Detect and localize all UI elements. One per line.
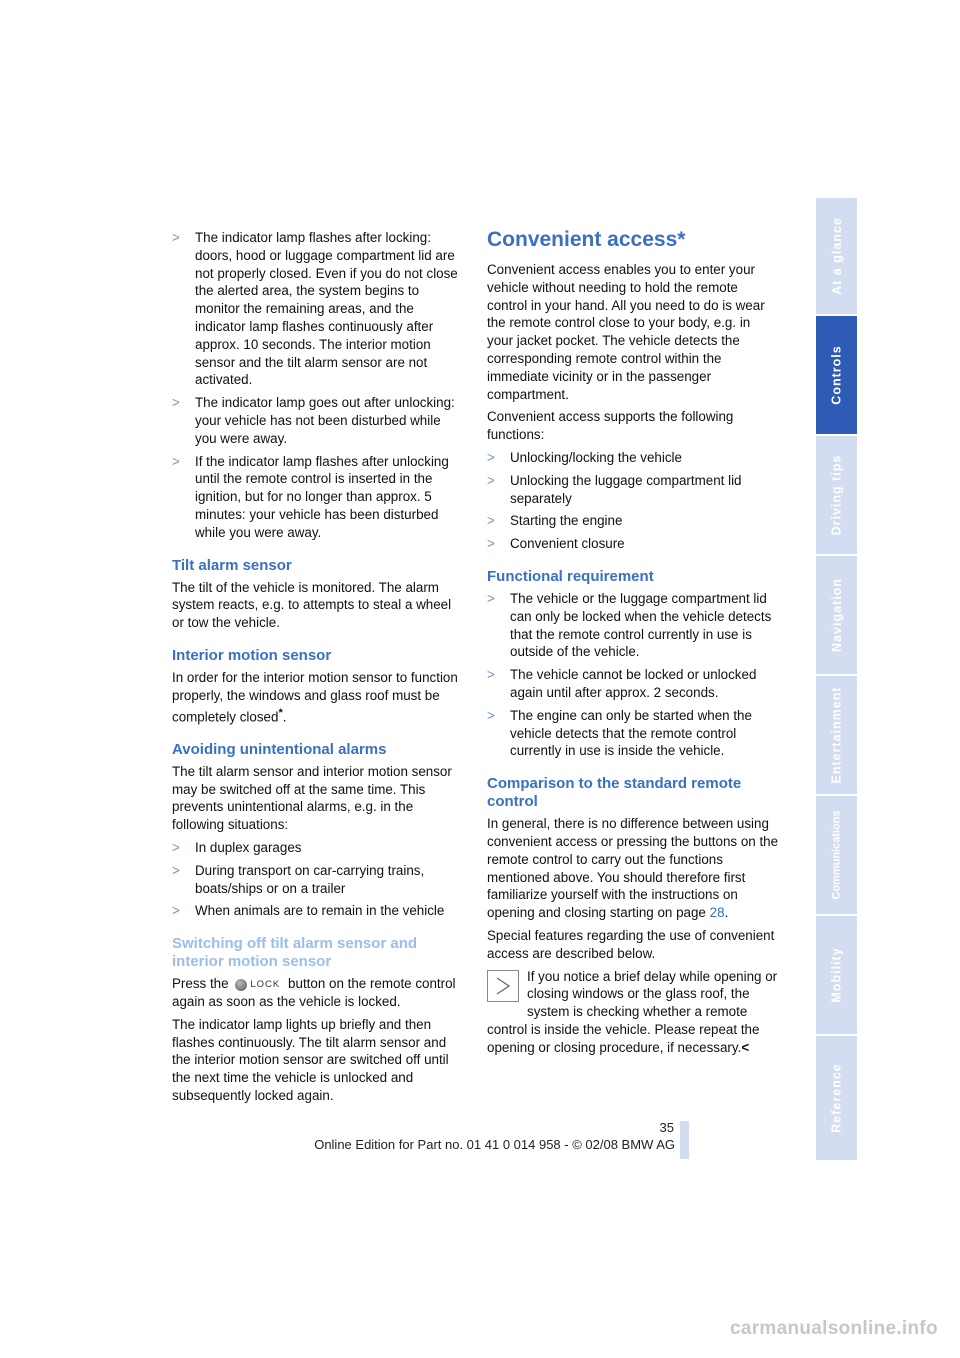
list-item: > The indicator lamp goes out after unlocking: your vehicle has not been disturbed while you were away. — [172, 395, 455, 446]
lock-button-icon: LOCK — [233, 978, 283, 992]
list-item: > The engine can only be started when the vehicle detects that the remote control currently in use is inside the vehicle. — [487, 707, 752, 759]
tab-at-a-glance[interactable]: At a glance — [816, 198, 857, 314]
optional-asterisk: * — [278, 706, 283, 719]
tab-entertainment[interactable]: Entertainment — [816, 676, 857, 794]
interior-motion-text: In order for the interior motion sensor to function properly, the windows and glass roof must be completely closed*. — [172, 669, 458, 724]
list-item: > If the indicator lamp flashes after unlocking until the remote control is inserted in the ignition, but for no longer than approx. 5 minutes: your vehicle has been disturbed while you were away. — [172, 453, 449, 540]
list-item: > The vehicle cannot be locked or unlocked again until after approx. 2 seconds. — [487, 667, 757, 700]
tab-driving-tips[interactable]: Driving tips — [816, 436, 857, 554]
list-item: > The indicator lamp flashes after locking: doors, hood or luggage compartment lid are not properly closed. Even if you do not close the alerted area, the system begins to monitor the remaining areas, and the indicator lamp flashes continuously after approx. 10 seconds. The interior motion sensor and the tilt alarm sensor are not activated. — [172, 230, 458, 388]
switch-off-text-2: The indicator lamp lights up briefly and then flashes continuously. The tilt alarm sensor and the interior motion sensor are switched off until the next time the vehicle is unlocked and subsequently locked again. — [172, 1016, 449, 1103]
edition-text: Online Edition for Part no. 01 41 0 014 958 - © 02/08 BMW AG — [314, 1137, 675, 1152]
bullet-marker: > — [487, 472, 495, 488]
list-item: > Unlocking/locking the vehicle — [487, 449, 682, 465]
tab-navigation[interactable]: Navigation — [816, 556, 857, 674]
comparison-text: In general, there is no difference between using convenient access or pressing the buttons on the remote control to carry out the functions mentioned above. You should therefore first familiarize yourself with the instructions on opening and closing starting on page 28. — [487, 816, 779, 921]
list-item: > In duplex garages — [172, 839, 302, 855]
note-end-marker: < — [741, 1039, 750, 1055]
supports-text: Convenient access supports the following functions: — [487, 409, 734, 443]
bullet-marker: > — [487, 449, 495, 465]
list-item: > Starting the engine — [487, 513, 623, 529]
tab-mobility[interactable]: Mobility — [816, 916, 857, 1034]
interior-motion-heading: Interior motion sensor — [172, 646, 332, 664]
note-icon — [487, 970, 519, 1002]
section-title: Convenient access* — [487, 228, 686, 251]
footer-bar — [680, 1121, 689, 1159]
tab-communications[interactable]: Communications — [816, 796, 857, 914]
bullet-marker: > — [172, 839, 180, 855]
bullet-marker: > — [487, 590, 495, 606]
comparison-heading: Comparison to the standard remote control — [487, 775, 742, 811]
bullet-marker: > — [487, 707, 495, 723]
tilt-alarm-heading: Tilt alarm sensor — [172, 556, 292, 574]
switch-off-heading: Switching off tilt alarm sensor and interior motion sensor — [172, 935, 418, 971]
bullet-marker: > — [487, 513, 495, 529]
bullet-marker: > — [487, 536, 495, 552]
list-item: > Convenient closure — [487, 536, 625, 552]
bullet-marker: > — [172, 395, 180, 411]
list-item: > When animals are to remain in the vehicle — [172, 903, 445, 919]
left-column — [172, 229, 464, 1110]
note-block: If you notice a brief delay while opening or closing windows or the glass roof, the system is checking whether a remote control is inside the vehicle. Please repeat the opening or closing procedure, if necessary.< — [487, 968, 778, 1055]
bullet-marker: > — [487, 667, 495, 683]
bullet-marker: > — [172, 230, 180, 245]
list-item: > The vehicle or the luggage compartment lid can only be locked when the vehicle detects that the remote control currently in use is outside of the vehicle. — [487, 590, 772, 660]
right-column — [487, 226, 779, 1056]
functional-requirement-heading: Functional requirement — [487, 567, 654, 585]
intro-text: Convenient access enables you to enter your vehicle without needing to hold the remote control in your hand. All you need to do is wear the remote control close to your body, e.g. in your jacket pocket. The vehicle detects the corresponding remote control within the immediate vicinity or in the passenger compartment. — [487, 262, 765, 402]
page-link[interactable]: 28 — [709, 905, 725, 921]
avoid-alarms-heading: Avoiding unintentional alarms — [172, 740, 387, 758]
bullet-marker: > — [172, 862, 180, 878]
list-item: > Unlocking the luggage compartment lid separately — [487, 472, 742, 506]
watermark: carmanualsonline.info — [730, 1318, 938, 1339]
list-item: > During transport on car-carrying trains, boats/ships or on a trailer — [172, 862, 425, 896]
bullet-marker: > — [172, 903, 180, 919]
section-tabs — [816, 198, 857, 1160]
tab-reference[interactable]: Reference — [816, 1036, 857, 1160]
avoid-alarms-text: The tilt alarm sensor and interior motion sensor may be switched off at the same time. This prevents unintentional alarms, e.g. in the following situations: — [172, 763, 452, 833]
switch-off-text: Press the LOCK button on the remote control again as soon as the vehicle is locked. — [172, 976, 456, 1009]
page-number: 35 — [659, 1120, 674, 1135]
tab-controls[interactable]: Controls — [816, 316, 857, 434]
tilt-alarm-text: The tilt of the vehicle is monitored. The alarm system reacts, e.g. to attempts to steal a wheel or tow the vehicle. — [172, 579, 452, 631]
special-features-text: Special features regarding the use of convenient access are described below. — [487, 927, 775, 961]
bullet-marker: > — [172, 453, 180, 469]
